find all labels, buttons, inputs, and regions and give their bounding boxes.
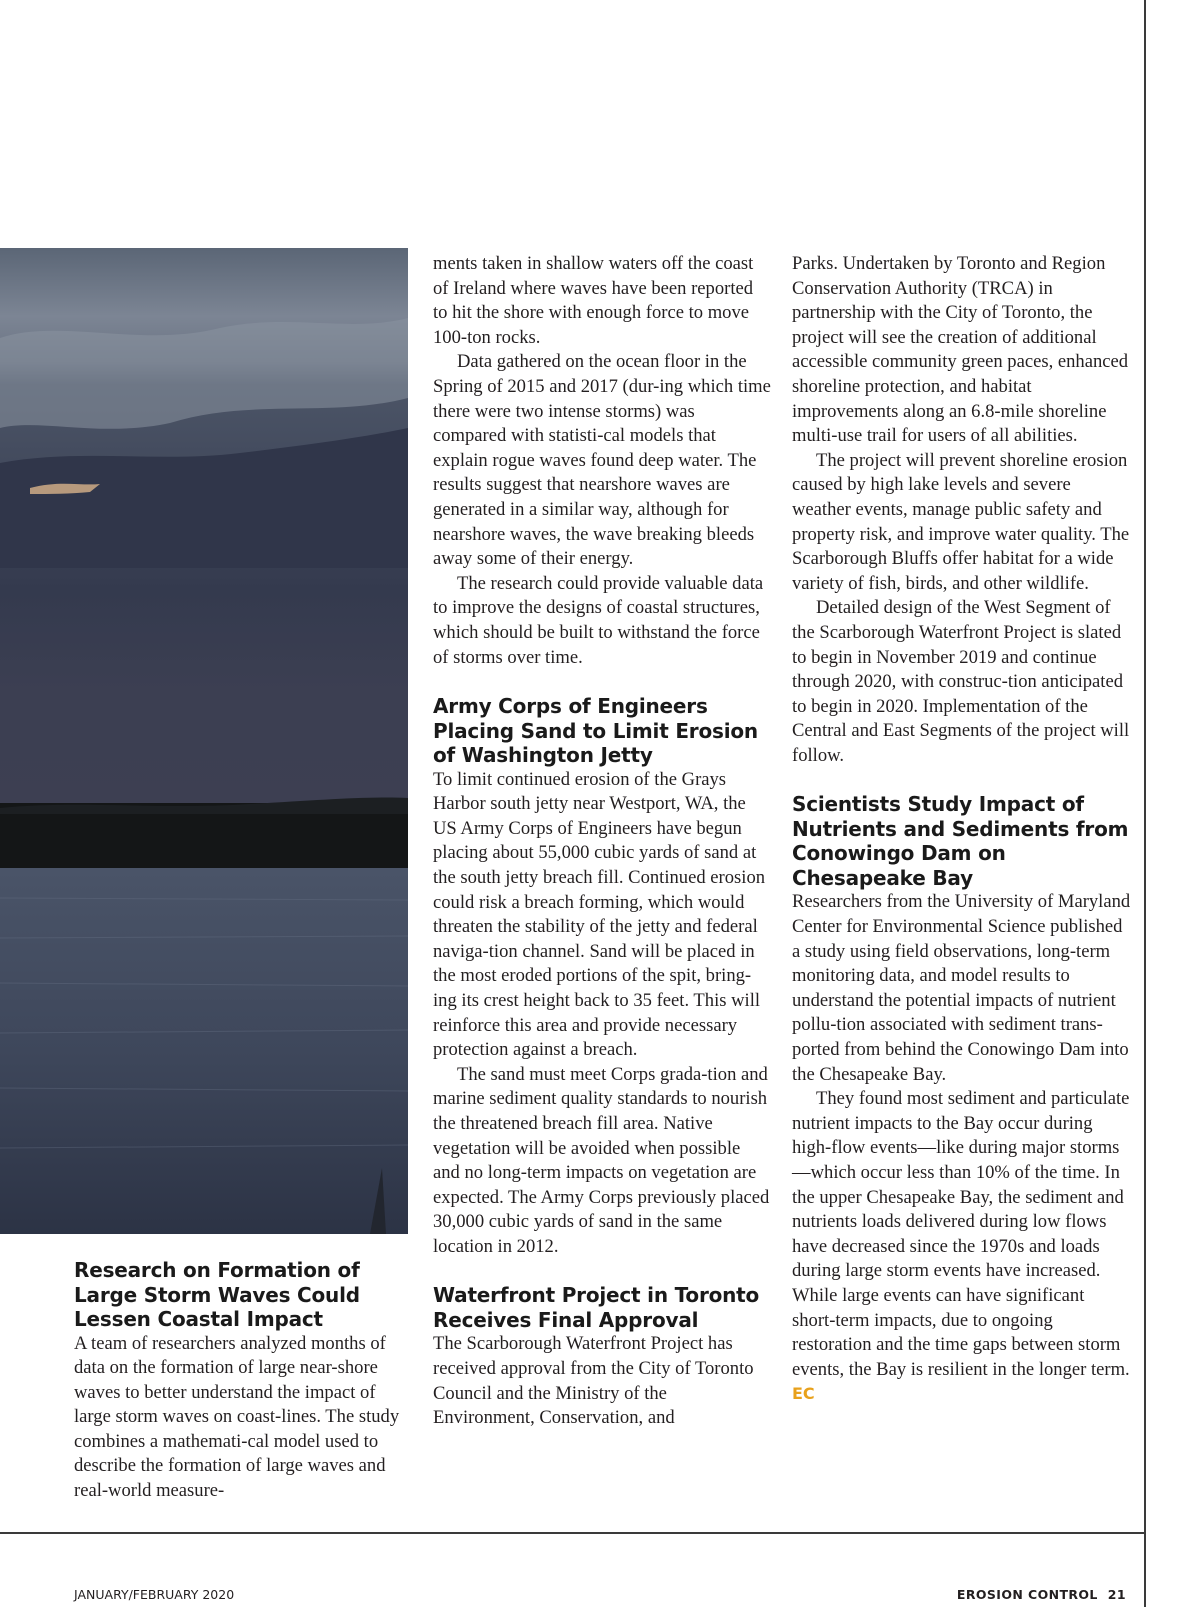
article-paragraph: Data gathered on the ocean floor in the Spring of 2015 and 2017 (dur-ing which time there were two intense storms) was compared with statisti-cal models that explain rogue waves found deep water. The results suggest that nearshore waves are generated in a similar way, although for nearshore waves, the wave breaking bleeds away some of their energy. <box>433 351 771 570</box>
article-paragraph: A team of researchers analyzed months of data on the formation of large near-shore waves to better understand the impact of large storm waves on coast-lines. The study combines a mathemati-cal model used to describe the formation of large waves and real-world measure- <box>74 1332 400 1502</box>
article-paragraph: Detailed design of the West Segment of the Scarborough Waterfront Project is slated to begin in November 2019 and continue through 2020, with construc-tion anticipated to begin in 2020. Implementation of the Central and East Segments of the project will follow. <box>792 597 1130 766</box>
ec-end-mark: EC <box>792 1384 815 1404</box>
article-paragraph: ments taken in shallow waters off the coast of Ireland where waves have been reported to hit the shore with enough force to move 100-ton rocks. <box>433 253 754 348</box>
article-paragraph: The sand must meet Corps grada-tion and marine sediment quality standards to nourish the threatened breach fill area. Native vegetation will be avoided when possible and no long-term impacts on vegetation are expected. The Army Corps previously placed 30,000 cubic yards of sand in the same location in 2012. <box>433 1063 770 1257</box>
article-heading-conowingo-dam: Scientists Study Impact of Nutrients and Sediments from Conowingo Dam on Chesapeake Bay <box>792 792 1129 890</box>
article-paragraph-text: They found most sediment and particulate nutrient impacts to the Bay occur during high-flow events—like during major storms—which occur less than 10% of the time. In the upper Chesapeake Bay, the sediment and nutrients loads delivered during low flows have decreased since the 1970s and loads during large storm events have increased. While large events can have significant short-term impacts, due to ongoing restoration and the time gaps between storm events, the Bay is resilient in the longer term. <box>792 1088 1130 1380</box>
lake-dusk-photo <box>0 248 408 1234</box>
column-2 <box>433 252 771 1431</box>
footer-rule <box>0 1532 1146 1534</box>
article-heading-storm-waves: Research on Formation of Large Storm Waves Could Lessen Coastal Impact <box>74 1258 360 1331</box>
article-heading-toronto-waterfront: Waterfront Project in Toronto Receives Final Approval <box>433 1283 760 1332</box>
page-number: 21 <box>1107 1587 1126 1602</box>
article-heading-washington-jetty: Army Corps of Engineers Placing Sand to Limit Erosion of Washington Jetty <box>433 694 758 768</box>
article-paragraph: The research could provide valuable data to improve the designs of coastal structures, which should be built to withstand the force of storms over time. <box>433 572 764 668</box>
footer-magazine-name: EROSION CONTROL <box>956 1587 1098 1602</box>
right-edge-rule <box>1144 0 1146 1607</box>
article-paragraph-final <box>792 1087 1132 1407</box>
article-paragraph: Researchers from the University of Maryland Center for Environmental Science published a study using field observations, long-term monitoring data, and model results to understand the potential impacts of nutrient pollu-tion associated with sediment trans-ported from behind the Conowingo Dam into the Chesapeake Bay. <box>792 891 1131 1085</box>
article-paragraph: The project will prevent shoreline erosion caused by high lake levels and severe weather events, manage public safety and property risk, and improve water quality. The Scarborough Bluffs offer habitat for a wide variety of fish, birds, and other wildlife. <box>792 449 1130 594</box>
column-1 <box>74 1258 412 1504</box>
article-paragraph: Parks. Undertaken by Toronto and Region Conservation Authority (TRCA) in partnership with the City of Toronto, the project will see the creation of additional accessible community green paces, enhanced shoreline protection, and habitat improvements along an 6.8-mile shoreline multi-use trail for users of all abilities. <box>792 253 1129 447</box>
article-paragraph: The Scarborough Waterfront Project has received approval from the City of Toronto Council and the Ministry of the Environment, Conservation, and <box>433 1333 754 1429</box>
article-paragraph: To limit continued erosion of the Grays Harbor south jetty near Westport, WA, the US Army Corps of Engineers have begun placing about 55,000 cubic yards of sand at the south jetty breach fill. Continued erosion could risk a breach forming, which would threaten the stability of the jetty and federal naviga-tion channel. Sand will be placed in the most eroded portions of the spit, bring-ing its crest height back to 35 feet. This will reinforce this area and provide necessary protection against a breach. <box>433 768 766 1061</box>
column-3 <box>792 252 1132 1407</box>
footer-magazine-info <box>957 1587 1126 1602</box>
footer-issue-date: JANUARY/FEBRUARY 2020 <box>74 1587 235 1602</box>
